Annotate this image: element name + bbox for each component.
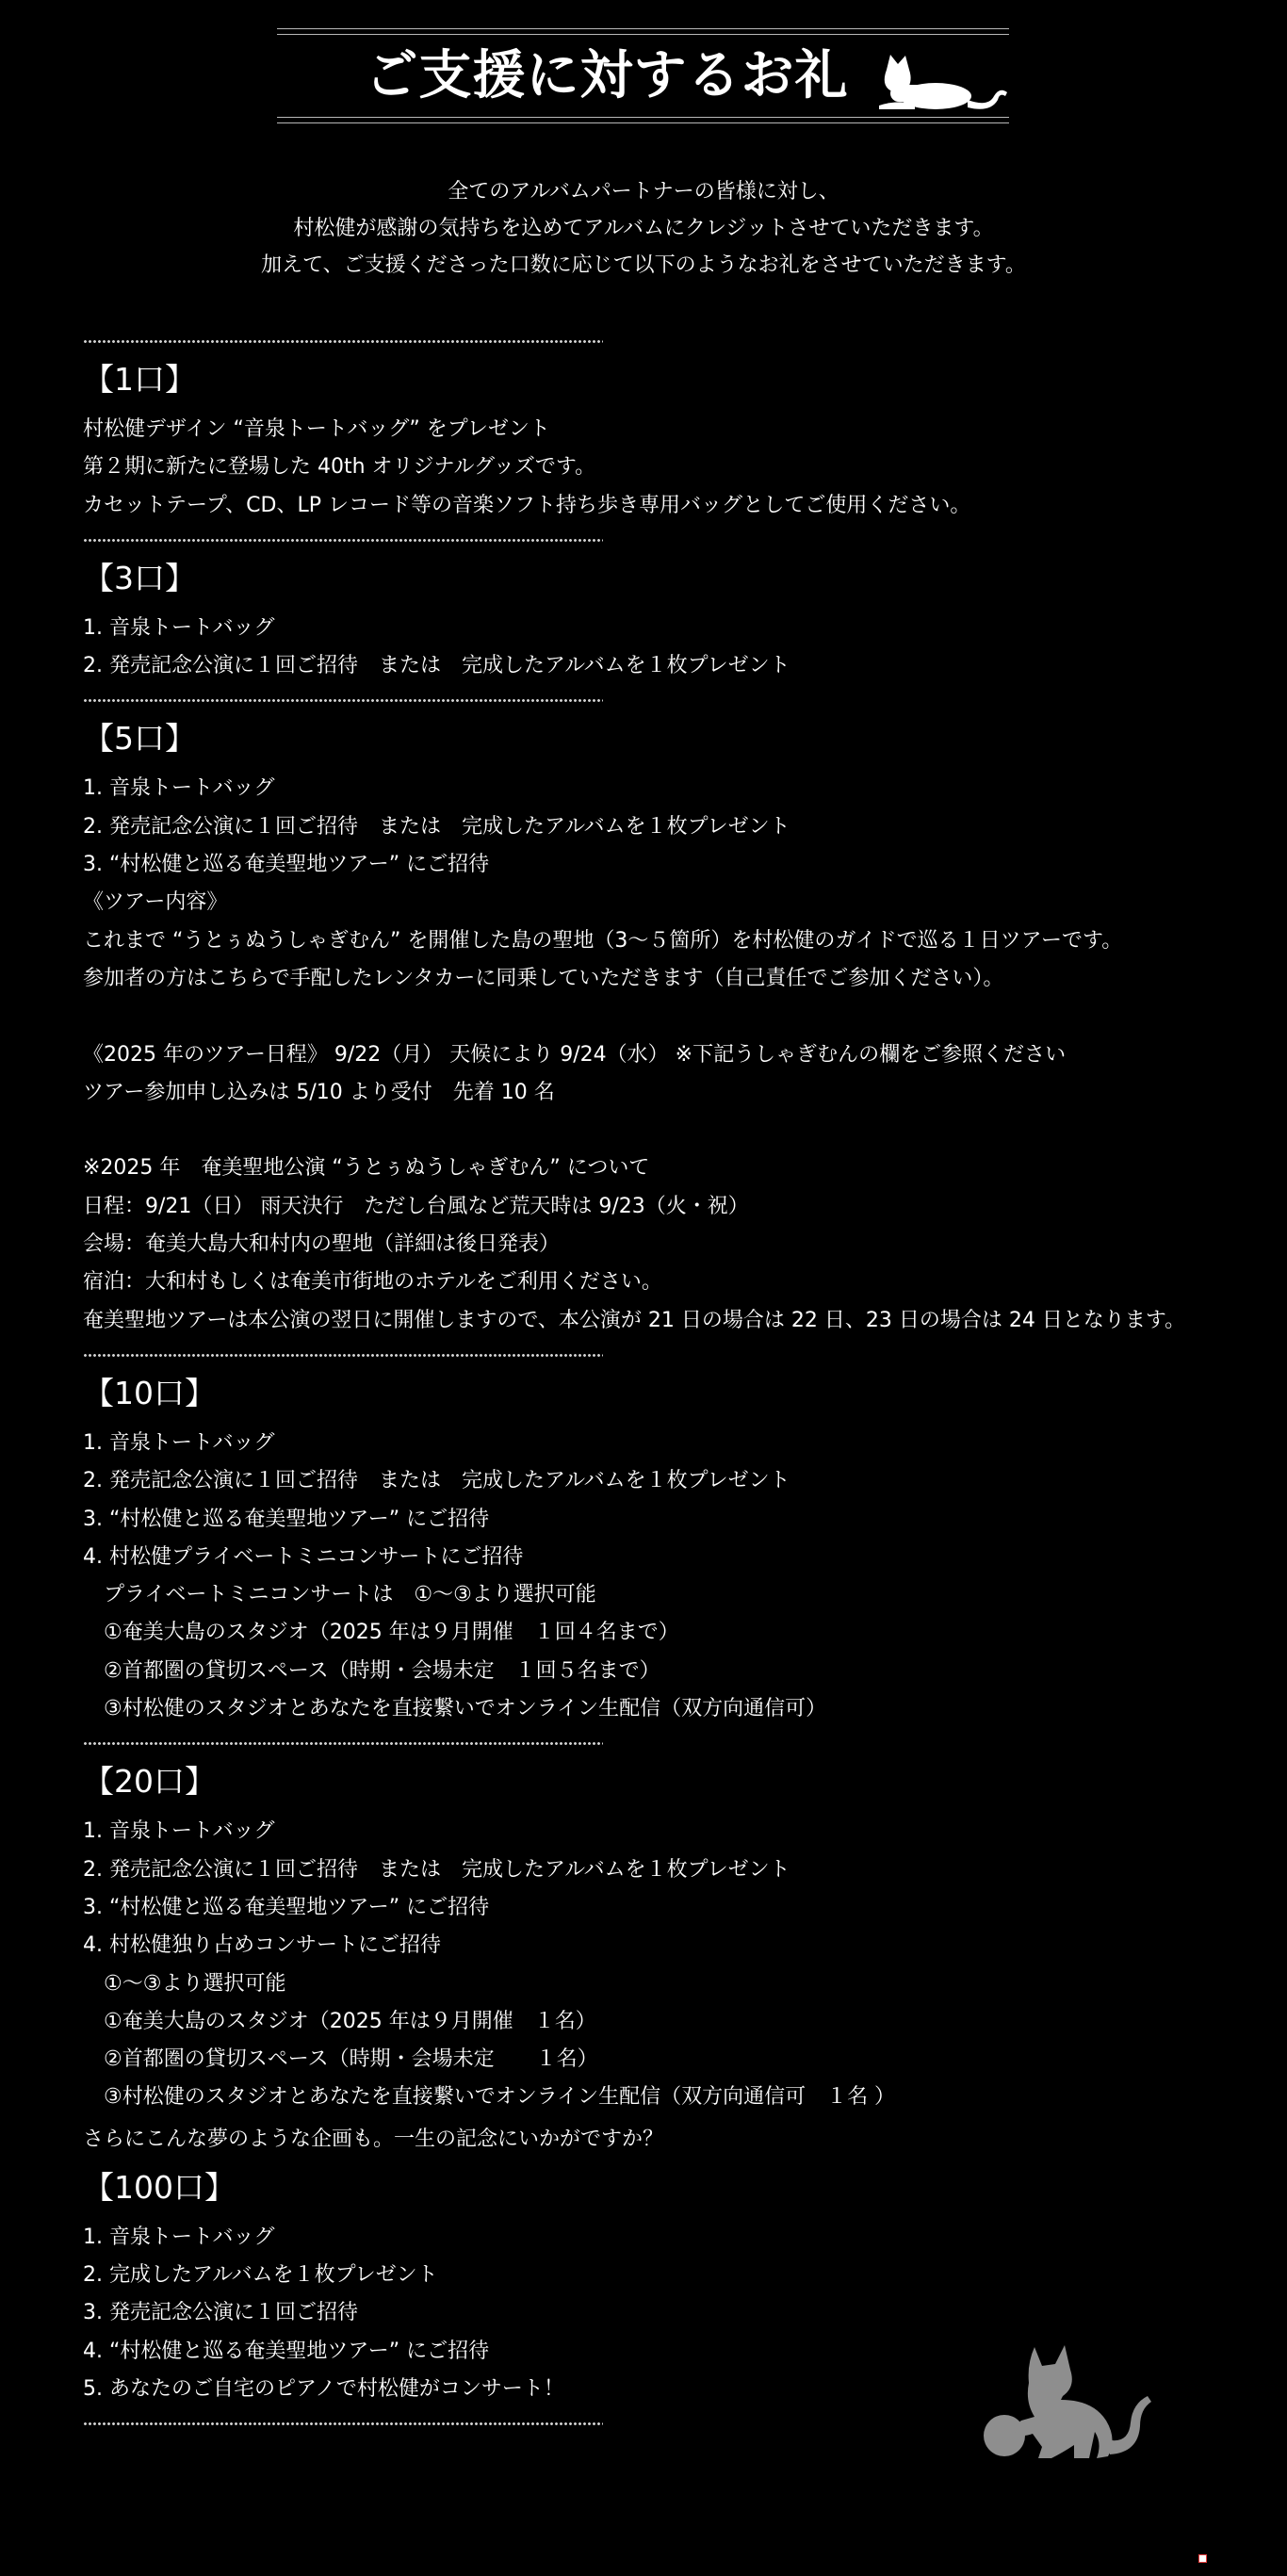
tier-detail-line: 2. 発売記念公演に１回ご招待 または 完成したアルバムを１枚プレゼント bbox=[83, 1857, 790, 1882]
header-rule-top-inner bbox=[277, 34, 1009, 35]
tier-detail-line: 4. 村松健独り占めコンサートにご招待 bbox=[83, 1933, 441, 1958]
tier-detail-line: 1. 音泉トートバッグ bbox=[83, 615, 275, 640]
tier-detail-line: 3. “村松健と巡る奄美聖地ツアー” にご招待 bbox=[83, 1895, 490, 1919]
tier-detail-line: 参加者の方はこちらで手配したレンタカーに同乗していただきます（自己責任でご参加ください）。 bbox=[83, 966, 1004, 990]
tier-detail-line: ①奄美大島のスタジオ（2025 年は９月開催 １回４名まで） bbox=[83, 1621, 679, 1645]
tier-detail-line: 3. “村松健と巡る奄美聖地ツアー” にご招待 bbox=[83, 1507, 490, 1531]
tier-detail-line: 4. 村松健プライベートミニコンサートにご招待 bbox=[83, 1544, 524, 1569]
tier-detail-line: 5. あなたのご自宅のピアノで村松健がコンサート！ bbox=[83, 2376, 564, 2401]
tier-detail-line: 1. 音泉トートバッグ bbox=[83, 1819, 275, 1844]
tier-detail-line: 1. 音泉トートバッグ bbox=[83, 776, 275, 801]
tier-detail-line: ③村松健のスタジオとあなたを直接繋いでオンライン生配信（双方向通信可） bbox=[83, 1697, 827, 1721]
reward-tier-section bbox=[83, 530, 1251, 686]
dotted-divider bbox=[83, 530, 603, 549]
tier-heading: 【5口】 bbox=[83, 720, 196, 758]
reward-tier-section bbox=[83, 332, 1251, 525]
tier-detail-line: 4. “村松健と巡る奄美聖地ツアー” にご招待 bbox=[83, 2339, 490, 2363]
tier-detail-line: ②首都圏の貸切スペース（時期・会場未定 １名） bbox=[83, 2047, 598, 2072]
dotted-divider bbox=[83, 2414, 603, 2433]
tier-detail-line: 2. 完成したアルバムを１枚プレゼント bbox=[83, 2262, 438, 2287]
header-rule-top bbox=[277, 28, 1009, 29]
tier-detail-line: 2. 発売記念公演に１回ご招待 または 完成したアルバムを１枚プレゼント bbox=[83, 1469, 790, 1493]
dotted-divider bbox=[83, 1734, 603, 1753]
page-corner-marker bbox=[1198, 2554, 1207, 2563]
cat-playing-with-ball-icon bbox=[980, 2341, 1159, 2464]
tier-detail-line: 2. 発売記念公演に１回ご招待 または 完成したアルバムを１枚プレゼント bbox=[83, 654, 790, 678]
tier-detail-line: これまで “うとぅぬうしゃぎむん” を開催した島の聖地（3〜５箇所）を村松健のガイドで巡る１日ツアーです。 bbox=[83, 928, 1123, 953]
tier-detail-line bbox=[83, 1112, 1251, 1149]
tier-heading: 【100口】 bbox=[83, 2168, 236, 2206]
tier-detail-line: ツアー参加申し込みは 5/10 より受付 先着 10 名 bbox=[83, 1080, 555, 1104]
reward-tier-section bbox=[83, 1345, 1251, 1728]
tier-detail-line: 2. 発売記念公演に１回ご招待 または 完成したアルバムを１枚プレゼント bbox=[83, 814, 790, 839]
tier-lead-text: さらにこんな夢のような企画も。一生の記念にいかがですか？ bbox=[83, 2127, 664, 2151]
tier-detail-line: 日程：9/21（日） 雨天決行 ただし台風など荒天時は 9/23（火・祝） bbox=[83, 1194, 749, 1218]
dotted-divider bbox=[83, 1345, 603, 1364]
tier-detail-line: ①〜③より選択可能 bbox=[83, 1971, 286, 1996]
tier-detail-line: ①奄美大島のスタジオ（2025 年は９月開催 １名） bbox=[83, 2009, 596, 2033]
reward-tiers bbox=[83, 326, 1251, 2433]
tier-detail-line bbox=[83, 998, 1251, 1035]
tier-detail-line: ※2025 年 奄美聖地公演 “うとぅぬうしゃぎむん” について bbox=[83, 1156, 650, 1181]
tier-heading: 【20口】 bbox=[83, 1763, 216, 1801]
tier-detail-line: ③村松健のスタジオとあなたを直接繋いでオンライン生配信（双方向通信可 １名 ） bbox=[83, 2085, 896, 2110]
tier-detail-line: 1. 音泉トートバッグ bbox=[83, 2225, 275, 2249]
intro-message bbox=[0, 173, 1287, 284]
tier-detail-line: 《2025 年のツアー日程》 9/22（月） 天候により 9/24（水） ※下記うしゃぎむんの欄をご参照ください bbox=[83, 1042, 1067, 1067]
tier-heading: 【3口】 bbox=[83, 559, 196, 596]
intro-line: 村松健が感謝の気持ちを込めてアルバムにクレジットさせていただきます。 bbox=[293, 217, 994, 240]
header-rule-bottom-inner bbox=[277, 117, 1009, 118]
tier-detail-line: 村松健デザイン “音泉トートバッグ” をプレゼント bbox=[83, 417, 550, 441]
tier-heading: 【10口】 bbox=[83, 1374, 216, 1411]
tier-heading: 【1口】 bbox=[83, 361, 196, 398]
dotted-divider bbox=[83, 691, 603, 709]
tier-detail-line: 会場：奄美大島大和村内の聖地（詳細は後日発表） bbox=[83, 1232, 561, 1257]
reclining-cat-icon bbox=[877, 51, 1009, 113]
tier-detail-line: 1. 音泉トートバッグ bbox=[83, 1430, 275, 1455]
tier-detail-line: 3. 発売記念公演に１回ご招待 bbox=[83, 2301, 358, 2325]
reward-tier-section bbox=[83, 1734, 1251, 2116]
page-title: ご支援に対するお礼 bbox=[365, 44, 849, 106]
tier-detail-line: 第２期に新たに登場した 40th オリジナルグッズです。 bbox=[83, 455, 596, 480]
tier-detail-line: 奄美聖地ツアーは本公演の翌日に開催しますので、本公演が 21 日の場合は 22 日、23 日の場合は 24 日となります。 bbox=[83, 1308, 1186, 1332]
header-rule-bottom bbox=[277, 122, 1009, 123]
tier-detail-line: カセットテープ、CD、LP レコード等の音楽ソフト持ち歩き専用バッグとしてご使用ください。 bbox=[83, 493, 971, 517]
tier-detail-line: 宿泊：大和村もしくは奄美市街地のホテルをご利用ください。 bbox=[83, 1270, 662, 1295]
intro-line: 加えて、ご支援くださった口数に応じて以下のようなお礼をさせていただきます。 bbox=[261, 253, 1026, 277]
tier-detail-line: プライベートミニコンサートは ①〜③より選択可能 bbox=[83, 1583, 596, 1607]
tier-detail-line: ②首都圏の貸切スペース（時期・会場未定 １回５名まで） bbox=[83, 1658, 660, 1683]
tier-detail-line: 3. “村松健と巡る奄美聖地ツアー” にご招待 bbox=[83, 853, 490, 877]
dotted-divider bbox=[83, 332, 603, 351]
reward-tier-section bbox=[83, 691, 1251, 1339]
page-header bbox=[277, 28, 1009, 123]
tier-detail-line: 《ツアー内容》 bbox=[83, 890, 228, 915]
intro-line: 全てのアルバムパートナーの皆様に対し、 bbox=[448, 180, 839, 204]
